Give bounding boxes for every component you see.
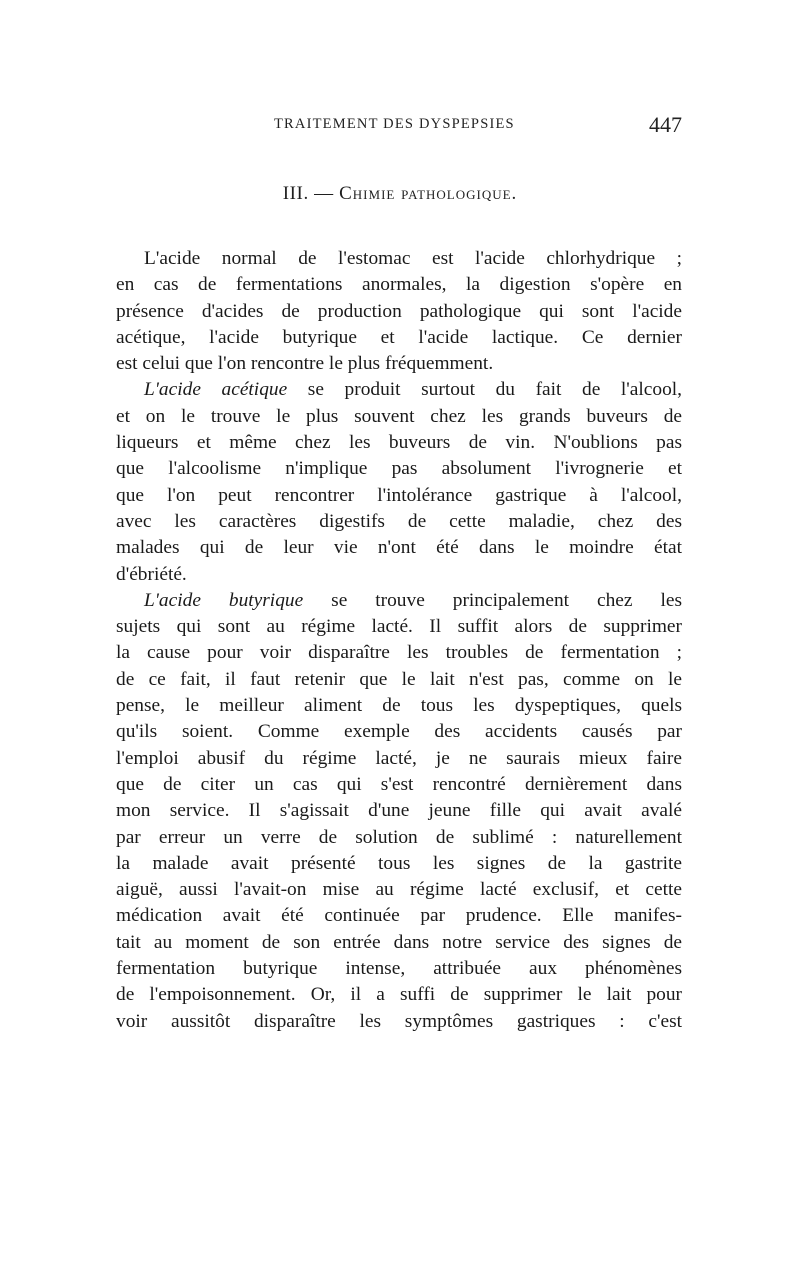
running-title: TRAITEMENT DES DYSPEPSIES [274,116,515,132]
text-line: fermentation butyrique intense, attribuée aux phénomènes [116,958,682,980]
section-title: Chimie pathologique. [339,183,518,204]
text-line: sujets qui sont au régime lacté. Il suffit alors de supprimer [116,616,682,638]
text-line: présence d'acides de production pathologique qui sont l'acide [116,300,682,322]
text-line: de l'empoisonnement. Or, il a suffi de supprimer le lait pour [116,984,682,1006]
text-line: que l'on peut rencontrer l'intolérance gastrique à l'alcool, [116,484,682,506]
text-line: la cause pour voir disparaître les troubles de fermentation ; [116,642,682,664]
text-line [116,377,682,403]
text-line: L'acide normal de l'estomac est l'acide chlorhydrique ; [144,248,682,269]
text-line [116,588,682,614]
text-line: est celui que l'on rencontre le plus fréquemment. [116,353,494,375]
italic-term: L'acide butyrique [144,589,304,611]
text-line: que l'alcoolisme n'implique pas absolument l'ivrognerie et [116,458,682,480]
text-line: malades qui de leur vie n'ont été dans le moindre état [116,537,682,559]
running-header [116,112,682,140]
lead-rest: se trouve principalement chez les [303,589,683,611]
text-line: médication avait été continuée par prudence. Elle manifes- [116,905,682,927]
body-text [116,246,682,1035]
text-line: d'ébriété. [116,563,187,585]
page-number: 447 [649,112,682,137]
text-line: et on le trouve le plus souvent chez les grands buveurs de [116,405,682,427]
lead-rest: se produit surtout du fait de l'alcool, [287,379,682,401]
section-numeral: III. — [282,183,340,204]
text-line: qu'ils soient. Comme exemple des accidents causés par [116,721,682,743]
text-line: la malade avait présenté tous les signes de la gastrite [116,852,682,874]
text-line: l'emploi abusif du régime lacté, je ne saurais mieux faire [116,747,682,769]
text-line: liqueurs et même chez les buveurs de vin. N'oublions pas [116,432,682,454]
text-line: que de citer un cas qui s'est rencontré dernièrement dans [116,773,682,795]
text-line: voir aussitôt disparaître les symptômes gastriques : c'est [116,1010,682,1032]
text-line: acétique, l'acide butyrique et l'acide lactique. Ce dernier [116,326,682,348]
text-line: avec les caractères digestifs de cette maladie, chez des [116,510,682,532]
text-line: par erreur un verre de solution de sublimé : naturellement [116,826,682,848]
text-line: en cas de fermentations anormales, la digestion s'opère en [116,274,682,296]
text-line: tait au moment de son entrée dans notre service des signes de [116,931,682,953]
text-line: aiguë, aussi l'avait-on mise au régime lacté exclusif, et cette [116,879,682,901]
text-line: de ce fait, il faut retenir que le lait n'est pas, comme on le [116,668,682,690]
text-line: mon service. Il s'agissait d'une jeune fille qui avait avalé [116,800,682,822]
italic-term: L'acide acétique [144,379,288,401]
text-line: pense, le meilleur aliment de tous les dyspeptiques, quels [116,695,682,717]
section-heading [0,183,800,205]
